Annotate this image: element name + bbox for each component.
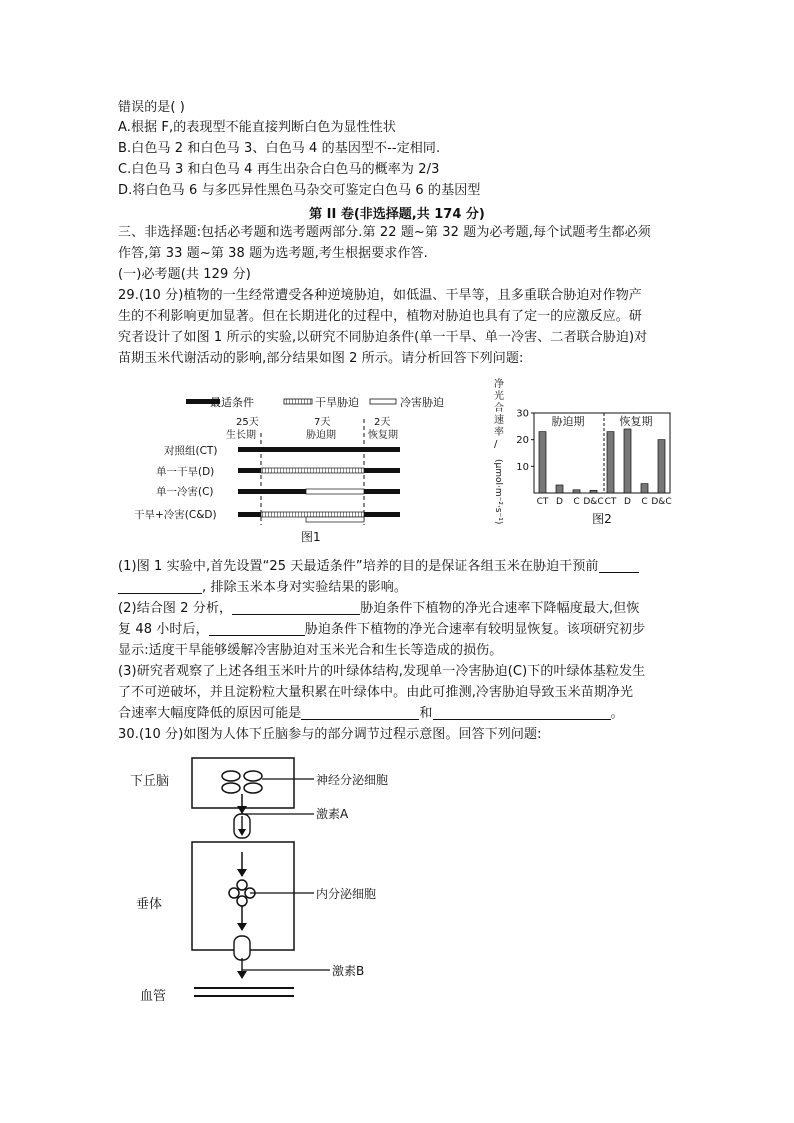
bar-c-stress	[306, 489, 364, 494]
ylabel-char-2: 合	[494, 403, 504, 414]
bar-ct	[238, 447, 400, 452]
arrow-head-1	[237, 806, 247, 814]
bar-0-D&C	[590, 490, 597, 493]
q29-sub3-text-c: 。	[610, 706, 624, 721]
label-neurosecretory-cell: 神经分泌细胞	[316, 773, 389, 787]
ylabel-char-1: 光	[494, 391, 504, 402]
bar-c-recovery	[364, 489, 400, 494]
answer-blank-3b[interactable]	[433, 705, 611, 720]
period-stress-days: 7天	[314, 417, 331, 428]
bar-c-growth	[238, 489, 306, 494]
q29-sub2-text-c: 复 48 小时后，	[118, 622, 209, 637]
legend-cold-swatch	[370, 399, 396, 404]
bar-d-growth	[238, 468, 261, 473]
row-label-cd: 干旱+冷害(C&D)	[134, 509, 217, 521]
period-growth-name: 生长期	[226, 430, 256, 441]
ylabel-char-0: 净	[494, 379, 504, 390]
option-a: A.根据 F,的表现型不能直接判断白色为显性性状	[118, 120, 396, 135]
period-recovery-days: 2天	[374, 417, 391, 428]
q29-line-4: 苗期玉米代谢活动的影响,部分结果如图 2 所示。请分析回答下列问题:	[118, 351, 524, 366]
bar-0-C	[573, 490, 580, 493]
bar-cd-drought	[261, 512, 364, 517]
q29-sub2-line-2	[118, 620, 645, 639]
q29-sub2-text-d: 胁迫条件下植物的净光合速率有较明显恢复。该项研究初步	[304, 622, 646, 637]
y-tick-label-20: 20	[516, 435, 529, 447]
label-hormone-b: 激素B	[332, 964, 365, 978]
arrow-head-5	[237, 971, 247, 979]
label-blood-vessel: 血管	[140, 989, 167, 1004]
bar-0-D	[556, 485, 563, 493]
bar-d-recovery	[364, 468, 400, 473]
q29-sub1-line-1	[118, 557, 639, 576]
bar-1-D&C	[658, 440, 665, 493]
option-b: B.白色马 2 和白色马 3、白色马 4 的基因型不--定相同.	[118, 141, 441, 156]
bar-d-stress	[261, 468, 364, 473]
answer-blank-2a[interactable]	[232, 600, 360, 615]
option-d: D.将白色马 6 与多匹异性黑色马杂交可鉴定白色马 6 的基因型	[118, 183, 481, 198]
label-pituitary: 垂体	[136, 897, 163, 912]
x-tick-label-1-CT: CT	[604, 497, 617, 507]
question-stem: 错误的是( )	[118, 100, 185, 115]
q29-sub3-text-b: 和	[419, 706, 433, 721]
x-tick-label-1-D: D	[624, 497, 631, 507]
period-stress-name: 胁迫期	[306, 430, 336, 441]
ylabel-char-5: /	[494, 439, 498, 450]
q29-sub2-text-a: (2)结合图 2 分析，	[118, 601, 233, 616]
ylabel-unit: (μmol·m⁻²·s⁻¹)	[493, 459, 503, 525]
ylabel-char-3: 速	[494, 415, 504, 426]
q29-line-1: 29.(10 分)植物的一生经常遭受各种逆境胁迫，如低温、干旱等，且多重联合胁迫对作物产	[118, 288, 642, 303]
figure-2-caption: 图2	[592, 512, 612, 526]
q29-sub1-text-a: (1)图 1 实验中,首先设置“25 天最适条件”培养的目的是保证各组玉米在胁迫干预前	[118, 559, 599, 574]
label-hormone-a: 激素A	[316, 807, 349, 821]
label-endocrine-cell: 内分泌细胞	[316, 887, 377, 901]
hormone-b-vesicle	[234, 936, 250, 960]
period-recovery-name: 恢复期	[368, 430, 398, 441]
answer-blank-3a[interactable]	[301, 705, 419, 720]
answer-blank-2b[interactable]	[209, 621, 305, 636]
q29-sub1-text-b: , 排除玉米本身对实验结果的影响。	[202, 580, 407, 595]
ylabel-char-4: 率	[494, 427, 504, 438]
x-tick-label-0-CT: CT	[536, 497, 549, 507]
figure-3-hypothalamus-diagram	[118, 752, 438, 1010]
q29-sub2-line-3: 显示:适度干旱能够缓解冷害胁迫对玉米光合和生长等造成的损伤。	[118, 643, 503, 658]
q29-line-3: 究者设计了如图 1 所示的实验,以研究不同胁迫条件(单一干旱、单一冷害、二者联合胁迫)对	[118, 330, 648, 345]
answer-blank-1a[interactable]	[599, 558, 639, 573]
bar-1-CT	[607, 432, 614, 493]
bar-1-D	[624, 429, 631, 493]
y-tick-label-30: 30	[516, 408, 529, 420]
group-title-1: 恢复期	[619, 415, 653, 428]
x-tick-label-1-C: C	[641, 497, 648, 507]
bar-0-CT	[539, 432, 546, 493]
figure-1	[118, 375, 480, 547]
section-intro-line-2: 作答,第 33 题~第 38 题为选考题,考生根据要求作答.	[118, 246, 428, 261]
bar-cd-recovery	[364, 512, 400, 517]
bar-cd-cold	[306, 517, 364, 522]
section-intro-line-1: 三、非选择题:包括必考题和选考题两部分.第 22 题~第 32 题为必考题,每个试题考生都必须	[118, 225, 651, 240]
q29-sub3-line-2: 了不可逆破坏，并且淀粉粒大量积累在叶绿体中。由此可推测,冷害胁迫导致玉米苗期净光	[118, 685, 634, 700]
legend-cold-label: 冷害胁迫	[400, 396, 444, 409]
legend-drought-label: 干旱胁迫	[315, 396, 359, 409]
q29-sub2-text-b: 胁迫条件下植物的净光合速率下降幅度最大,但恢	[360, 601, 640, 616]
q30-intro: 30.(10 分)如图为人体下丘脑参与的部分调节过程示意图。回答下列问题:	[118, 727, 542, 742]
q29-sub3-line-1: (3)研究者观察了上述各组玉米叶片的叶绿体结构,发现单一冷害胁迫(C)下的叶绿体基粒发生	[118, 664, 646, 679]
q29-sub3-text-a: 合速率大幅度降低的原因可能是	[118, 706, 302, 721]
x-tick-label-0-D: D	[556, 497, 563, 507]
subsection-title: (一)必考题(共 129 分)	[118, 267, 251, 282]
period-growth-days: 25天	[236, 417, 259, 428]
y-tick-label-10: 10	[516, 461, 529, 473]
q29-line-2: 生的不利影响更加显著。但在长期进化的过程中，植物对胁迫也具有了定一的应激反应。研	[118, 309, 643, 324]
group-title-0: 胁迫期	[551, 415, 585, 428]
x-tick-label-0-C: C	[573, 497, 580, 507]
row-label-c: 单一冷害(C)	[156, 486, 214, 498]
figure-1-caption: 图1	[301, 530, 321, 544]
section-title: 第 II 卷(非选择题,共 174 分)	[309, 207, 485, 222]
option-c: C.白色马 3 和白色马 4 再生出杂合白色马的概率为 2/3	[118, 162, 440, 177]
row-label-d: 单一干旱(D)	[156, 466, 215, 478]
legend-optimal-label: 最适条件	[210, 396, 254, 409]
bar-cd-growth	[238, 512, 261, 517]
row-label-ct: 对照组(CT)	[164, 445, 218, 457]
answer-blank-1b[interactable]	[118, 579, 202, 594]
legend-drought-swatch	[284, 399, 312, 404]
x-tick-label-1-D&C: D&C	[651, 497, 672, 507]
label-hypothalamus: 下丘脑	[130, 774, 170, 789]
q29-sub1-line-2	[118, 578, 407, 597]
q29-sub2-line-1	[118, 599, 640, 618]
bar-1-C	[641, 484, 648, 493]
hypothalamus-box	[192, 758, 294, 808]
figure-2-chart	[486, 375, 676, 547]
q29-sub3-line-3	[118, 704, 624, 723]
x-tick-label-0-D&C: D&C	[583, 497, 604, 507]
